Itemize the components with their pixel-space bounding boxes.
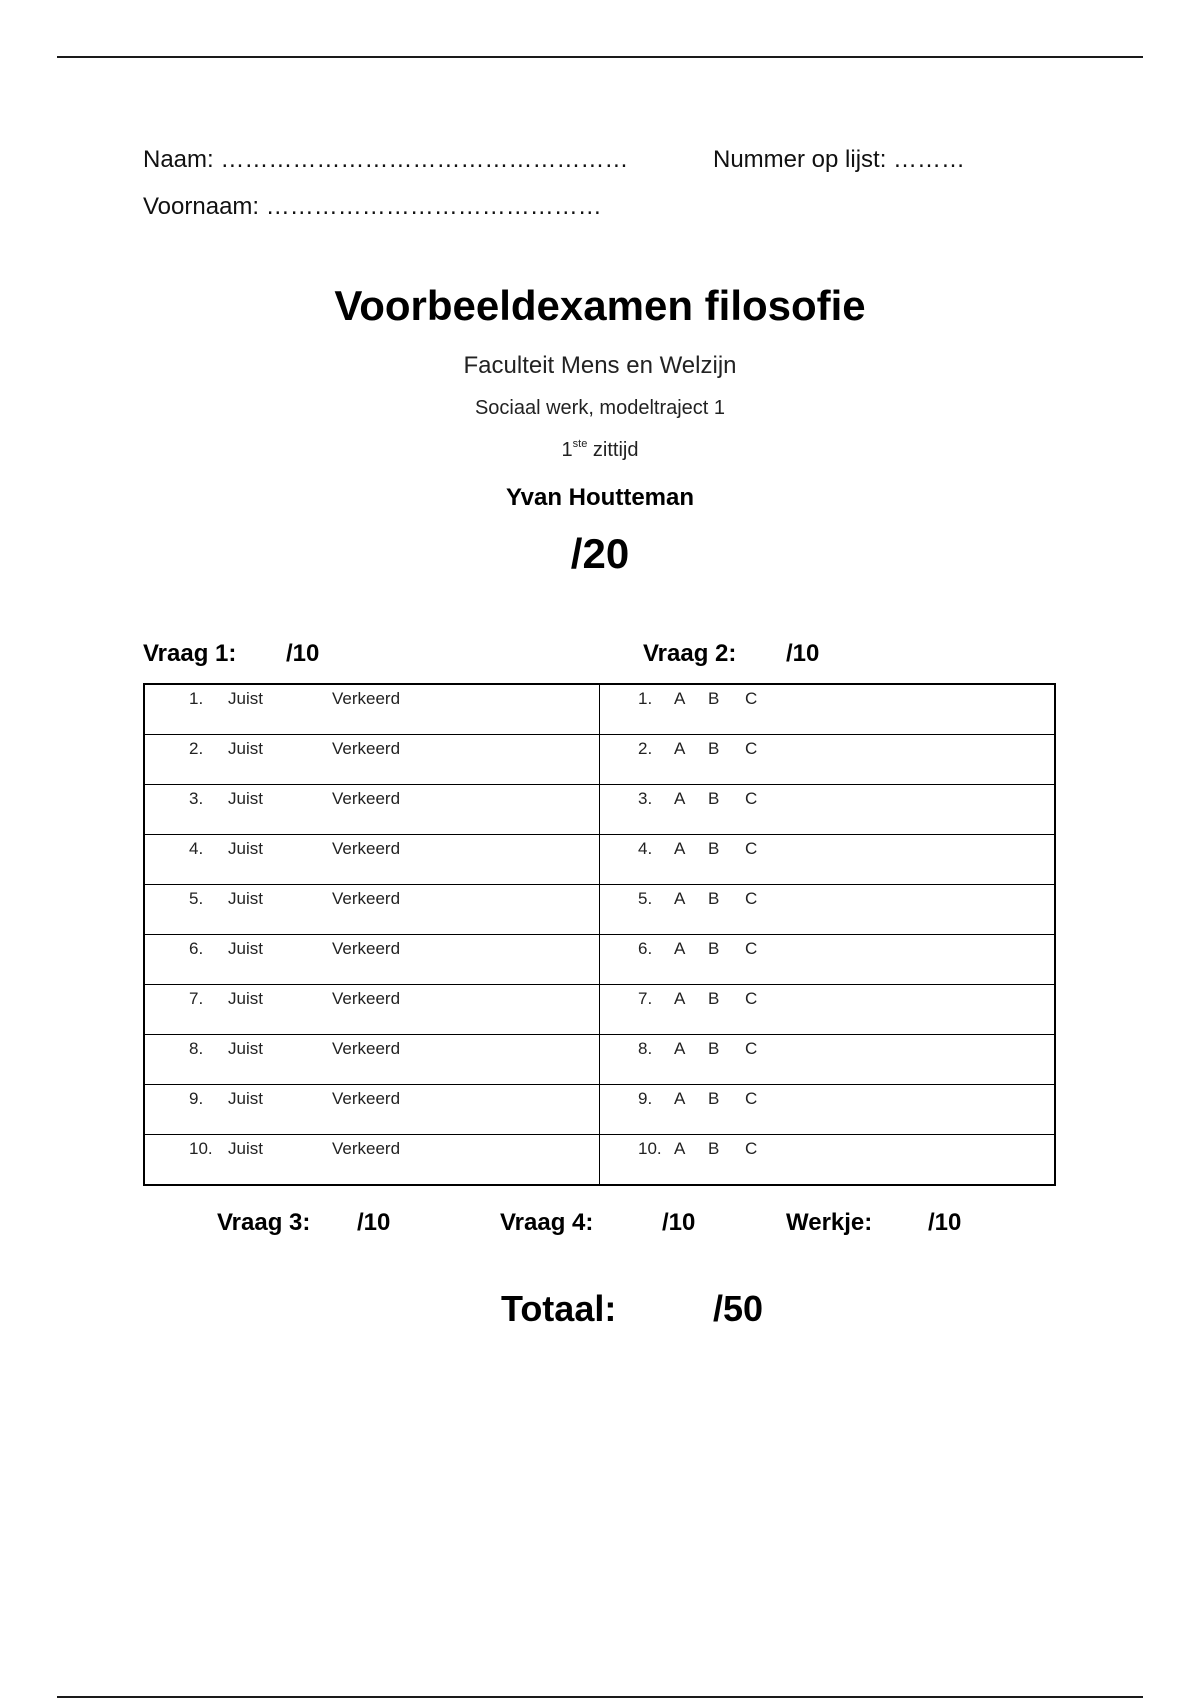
answer-row [144, 835, 1055, 885]
question1-item-number: 2. [189, 739, 204, 758]
answer-row [144, 885, 1055, 935]
option-b[interactable]: B [708, 989, 720, 1008]
option-a[interactable]: A [674, 689, 686, 708]
totaal-score: /50 [713, 1288, 764, 1329]
true-false-cell [144, 684, 600, 735]
werkje-score: /10 [928, 1209, 962, 1236]
option-c[interactable]: C [745, 789, 758, 808]
answer-row [144, 985, 1055, 1035]
verkeerd-option[interactable]: Verkeerd [332, 1139, 401, 1158]
option-b[interactable]: B [708, 839, 720, 858]
option-c[interactable]: C [745, 889, 758, 908]
session-suffix: ste [572, 438, 588, 450]
multiple-choice-cell [600, 985, 1056, 1035]
question2-item-number: 4. [638, 839, 653, 858]
answer-row [144, 1085, 1055, 1135]
question1-item-number: 3. [189, 789, 204, 808]
multiple-choice-cell [600, 1035, 1056, 1085]
juist-option[interactable]: Juist [228, 1089, 263, 1108]
question2-item-number: 10. [638, 1139, 662, 1158]
top-rule [57, 56, 1143, 58]
option-a[interactable]: A [674, 1139, 686, 1158]
option-b[interactable]: B [708, 1089, 720, 1108]
option-c[interactable]: C [745, 739, 758, 758]
question4-score-line [500, 1209, 696, 1237]
juist-option[interactable]: Juist [228, 839, 263, 858]
question3-score-line [217, 1209, 391, 1237]
option-c[interactable]: C [745, 1089, 758, 1108]
question2-item-number: 7. [638, 989, 653, 1008]
question2-label: Vraag 2: [643, 640, 737, 667]
verkeerd-option[interactable]: Verkeerd [332, 989, 401, 1008]
option-a[interactable]: A [674, 889, 686, 908]
verkeerd-option[interactable]: Verkeerd [332, 1089, 401, 1108]
totaal-line [501, 1288, 764, 1330]
option-b[interactable]: B [708, 1039, 720, 1058]
session-number: 1 [561, 439, 573, 461]
verkeerd-option[interactable]: Verkeerd [332, 889, 401, 908]
answer-row [144, 935, 1055, 985]
option-c[interactable]: C [745, 1039, 758, 1058]
multiple-choice-cell [600, 835, 1056, 885]
option-b[interactable]: B [708, 789, 720, 808]
question2-item-number: 3. [638, 789, 653, 808]
option-b[interactable]: B [708, 939, 720, 958]
answer-row [144, 735, 1055, 785]
option-b[interactable]: B [708, 889, 720, 908]
multiple-choice-cell [600, 935, 1056, 985]
true-false-cell [144, 735, 600, 785]
verkeerd-option[interactable]: Verkeerd [332, 739, 401, 758]
option-a[interactable]: A [674, 989, 686, 1008]
true-false-cell [144, 935, 600, 985]
option-a[interactable]: A [674, 839, 686, 858]
option-c[interactable]: C [745, 839, 758, 858]
option-c[interactable]: C [745, 939, 758, 958]
verkeerd-option[interactable]: Verkeerd [332, 939, 401, 958]
option-c[interactable]: C [745, 1139, 758, 1158]
juist-option[interactable]: Juist [228, 989, 263, 1008]
program-name: Sociaal werk, modeltraject 1 [474, 397, 726, 419]
juist-option[interactable]: Juist [228, 739, 263, 758]
question1-item-number: 10. [189, 1139, 213, 1158]
question1-item-number: 1. [189, 689, 204, 708]
option-c[interactable]: C [745, 989, 758, 1008]
true-false-cell [144, 1135, 600, 1186]
question1-score: /10 [286, 640, 320, 667]
answer-row [144, 1135, 1055, 1186]
question1-item-number: 5. [189, 889, 204, 908]
option-a[interactable]: A [674, 739, 686, 758]
question2-item-number: 8. [638, 1039, 653, 1058]
exam-title: Voorbeeldexamen filosofie [334, 282, 866, 329]
question1-item-number: 6. [189, 939, 204, 958]
answer-table [143, 683, 1056, 1186]
verkeerd-option[interactable]: Verkeerd [332, 1039, 401, 1058]
naam-field[interactable]: Naam: …………………………………………… [143, 146, 629, 173]
option-a[interactable]: A [674, 1039, 686, 1058]
true-false-cell [144, 1035, 600, 1085]
option-a[interactable]: A [674, 789, 686, 808]
question2-item-number: 5. [638, 889, 653, 908]
session-label [0, 438, 1200, 462]
faculty-name: Faculteit Mens en Welzijn [463, 352, 737, 379]
question2-heading [643, 640, 820, 668]
question2-score: /10 [786, 640, 820, 667]
question1-item-number: 9. [189, 1089, 204, 1108]
option-c[interactable]: C [745, 689, 758, 708]
true-false-cell [144, 835, 600, 885]
bottom-rule [57, 1696, 1143, 1698]
question2-item-number: 2. [638, 739, 653, 758]
author-name: Yvan Houtteman [505, 484, 695, 511]
totaal-label: Totaal: [501, 1288, 617, 1329]
option-a[interactable]: A [674, 939, 686, 958]
verkeerd-option[interactable]: Verkeerd [332, 689, 401, 708]
voornaam-field[interactable]: Voornaam: …………………………………… [143, 193, 602, 220]
juist-option[interactable]: Juist [228, 1039, 263, 1058]
nummer-op-lijst-field[interactable]: Nummer op lijst: ……… [713, 146, 966, 173]
question1-heading [143, 640, 320, 668]
multiple-choice-cell [600, 735, 1056, 785]
juist-option[interactable]: Juist [228, 789, 263, 808]
true-false-cell [144, 985, 600, 1035]
multiple-choice-cell [600, 885, 1056, 935]
werkje-score-line [786, 1209, 962, 1237]
answer-row [144, 1035, 1055, 1085]
juist-option[interactable]: Juist [228, 889, 263, 908]
question1-label: Vraag 1: [143, 640, 237, 667]
question2-item-number: 6. [638, 939, 653, 958]
option-a[interactable]: A [674, 1089, 686, 1108]
option-b[interactable]: B [708, 1139, 720, 1158]
multiple-choice-cell [600, 1135, 1056, 1186]
true-false-cell [144, 785, 600, 835]
question4-score: /10 [662, 1209, 696, 1236]
verkeerd-option[interactable]: Verkeerd [332, 839, 401, 858]
multiple-choice-cell [600, 684, 1056, 735]
exam-score-total: /20 [570, 530, 630, 577]
question2-item-number: 1. [638, 689, 653, 708]
question3-score: /10 [357, 1209, 391, 1236]
juist-option[interactable]: Juist [228, 689, 263, 708]
question1-item-number: 8. [189, 1039, 204, 1058]
juist-option[interactable]: Juist [228, 939, 263, 958]
true-false-cell [144, 885, 600, 935]
juist-option[interactable]: Juist [228, 1139, 263, 1158]
option-b[interactable]: B [708, 689, 720, 708]
multiple-choice-cell [600, 785, 1056, 835]
session-text: zittijd [587, 439, 639, 461]
option-b[interactable]: B [708, 739, 720, 758]
answer-row [144, 684, 1055, 735]
answer-row [144, 785, 1055, 835]
question2-item-number: 9. [638, 1089, 653, 1108]
question1-item-number: 7. [189, 989, 204, 1008]
verkeerd-option[interactable]: Verkeerd [332, 789, 401, 808]
question1-item-number: 4. [189, 839, 204, 858]
question4-label: Vraag 4: [500, 1209, 594, 1236]
true-false-cell [144, 1085, 600, 1135]
multiple-choice-cell [600, 1085, 1056, 1135]
werkje-label: Werkje: [786, 1209, 873, 1236]
question3-label: Vraag 3: [217, 1209, 311, 1236]
